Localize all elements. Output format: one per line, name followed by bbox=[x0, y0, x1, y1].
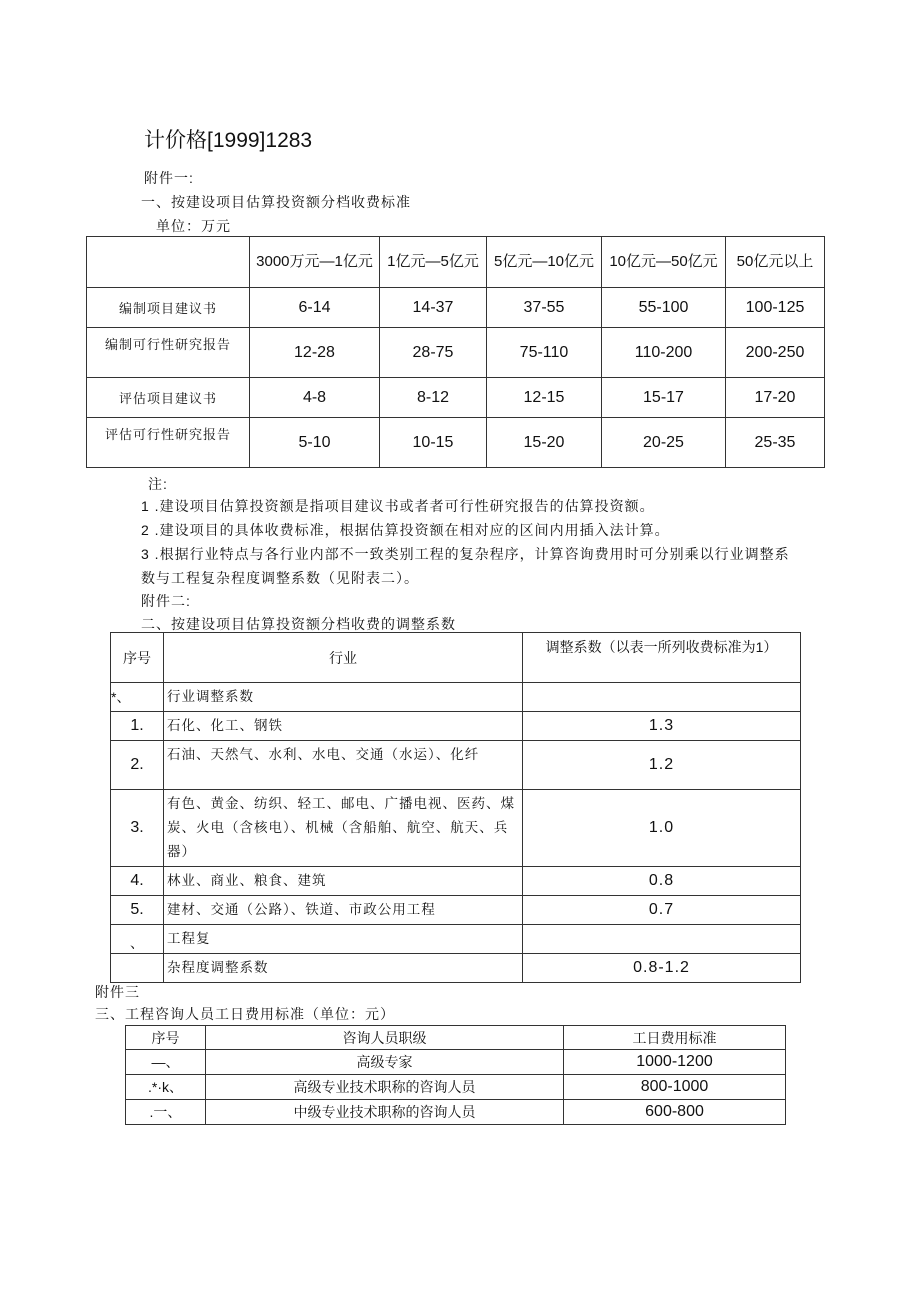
industry: 林业、商业、粮食、建筑 bbox=[164, 867, 523, 896]
cell: 15-17 bbox=[602, 378, 726, 418]
row-number: 2. bbox=[111, 741, 164, 790]
header-cell: 3000万元—1亿元 bbox=[250, 237, 380, 288]
cell: 12-28 bbox=[250, 328, 380, 378]
staff-level: 高级专家 bbox=[206, 1050, 564, 1075]
coefficient: 1.2 bbox=[523, 741, 801, 790]
table-header-row bbox=[87, 237, 825, 288]
attachment2-label: 附件二: bbox=[141, 593, 191, 609]
table-row bbox=[126, 1075, 786, 1100]
row-label: 评估可行性研究报告 bbox=[87, 418, 250, 468]
cell: 20-25 bbox=[602, 418, 726, 468]
attachment1-heading: 一、按建设项目估算投资额分档收费标准 bbox=[141, 194, 411, 210]
staff-level: 高级专业技术职称的咨询人员 bbox=[206, 1075, 564, 1100]
row-label: 评估项目建议书 bbox=[87, 378, 250, 418]
table-header-row bbox=[111, 633, 801, 683]
header-cell bbox=[87, 237, 250, 288]
table-row bbox=[111, 712, 801, 741]
coefficient: 0.8 bbox=[523, 867, 801, 896]
coefficient: 1.3 bbox=[523, 712, 801, 741]
row-label: 编制项目建议书 bbox=[87, 288, 250, 328]
table-row bbox=[87, 418, 825, 468]
staff-level: 中级专业技术职称的咨询人员 bbox=[206, 1100, 564, 1125]
row-number: 5. bbox=[111, 896, 164, 925]
coefficient: 0.8-1.2 bbox=[523, 954, 801, 983]
table-row bbox=[111, 954, 801, 983]
header-cell: 工日费用标准 bbox=[564, 1026, 786, 1050]
header-cell: 行业 bbox=[164, 633, 523, 683]
document-title: 计价格[1999]1283 bbox=[144, 129, 313, 152]
cell: 12-15 bbox=[487, 378, 602, 418]
industry: 石化、化工、钢铁 bbox=[164, 712, 523, 741]
note-item: 数与工程复杂程度调整系数（见附表二）。 bbox=[141, 570, 419, 586]
header-cell: 序号 bbox=[111, 633, 164, 683]
industry: 有色、黄金、纺织、轻工、邮电、广播电视、医药、煤炭、火电（含核电）、机械（含船舶、航空、航天、兵器） bbox=[164, 790, 523, 867]
header-cell: 调整系数（以表一所列收费标准为1） bbox=[523, 633, 801, 683]
table-row bbox=[111, 925, 801, 954]
table-row bbox=[126, 1100, 786, 1125]
industry: 行业调整系数 bbox=[164, 683, 523, 712]
cell: 75-110 bbox=[487, 328, 602, 378]
cell: 100-125 bbox=[726, 288, 825, 328]
cell: 25-35 bbox=[726, 418, 825, 468]
table-row bbox=[87, 288, 825, 328]
row-number: .一、 bbox=[126, 1100, 206, 1125]
coefficient bbox=[523, 683, 801, 712]
header-cell: 序号 bbox=[126, 1026, 206, 1050]
header-cell: 50亿元以上 bbox=[726, 237, 825, 288]
cell: 110-200 bbox=[602, 328, 726, 378]
note-item: 2 .建设项目的具体收费标准，根据估算投资额在相对应的区间内用插入法计算。 bbox=[141, 522, 670, 538]
cell: 55-100 bbox=[602, 288, 726, 328]
industry: 工程复 bbox=[164, 925, 523, 954]
table-row bbox=[111, 790, 801, 867]
row-number: 3. bbox=[111, 790, 164, 867]
header-cell: 咨询人员职级 bbox=[206, 1026, 564, 1050]
adjustment-coefficient-table bbox=[110, 632, 801, 983]
industry: 杂程度调整系数 bbox=[164, 954, 523, 983]
row-label: 编制可行性研究报告 bbox=[87, 328, 250, 378]
daily-fee: 800-1000 bbox=[564, 1075, 786, 1100]
cell: 17-20 bbox=[726, 378, 825, 418]
attachment2-heading: 二、按建设项目估算投资额分档收费的调整系数 bbox=[141, 616, 456, 632]
attachment1-unit: 单位：万元 bbox=[156, 218, 231, 234]
daily-fee: 1000-1200 bbox=[564, 1050, 786, 1075]
daily-fee-table bbox=[125, 1025, 786, 1125]
table-row bbox=[111, 867, 801, 896]
notes-label: 注: bbox=[148, 476, 168, 492]
row-number: .*·k、 bbox=[126, 1075, 206, 1100]
industry: 建材、交通（公路）、铁道、市政公用工程 bbox=[164, 896, 523, 925]
note-item: 1 .建设项目估算投资额是指项目建议书或者者可行性研究报告的估算投资额。 bbox=[141, 498, 655, 514]
row-number: 、 bbox=[111, 925, 164, 954]
coefficient: 0.7 bbox=[523, 896, 801, 925]
table-row bbox=[111, 741, 801, 790]
header-cell: 1亿元—5亿元 bbox=[380, 237, 487, 288]
table-row bbox=[111, 683, 801, 712]
industry: 石油、天然气、水利、水电、交通（水运）、化纤 bbox=[164, 741, 523, 790]
row-number: 1. bbox=[111, 712, 164, 741]
cell: 10-15 bbox=[380, 418, 487, 468]
table-row bbox=[87, 378, 825, 418]
attachment3-heading: 三、工程咨询人员工日费用标准（单位：元） bbox=[95, 1006, 395, 1022]
coefficient: 1.0 bbox=[523, 790, 801, 867]
row-number: —、 bbox=[126, 1050, 206, 1075]
coefficient bbox=[523, 925, 801, 954]
row-number: 4. bbox=[111, 867, 164, 896]
cell: 5-10 bbox=[250, 418, 380, 468]
cell: 8-12 bbox=[380, 378, 487, 418]
note-item: 3 .根据行业特点与各行业内部不一致类别工程的复杂程序，计算咨询费用时可分别乘以行业调整系 bbox=[141, 546, 790, 562]
daily-fee: 600-800 bbox=[564, 1100, 786, 1125]
table-row bbox=[87, 328, 825, 378]
cell: 15-20 bbox=[487, 418, 602, 468]
attachment1-label: 附件一: bbox=[144, 170, 194, 186]
fee-standard-table bbox=[86, 236, 825, 468]
cell: 37-55 bbox=[487, 288, 602, 328]
cell: 200-250 bbox=[726, 328, 825, 378]
header-cell: 5亿元—10亿元 bbox=[487, 237, 602, 288]
cell: 4-8 bbox=[250, 378, 380, 418]
table-row bbox=[111, 896, 801, 925]
cell: 6-14 bbox=[250, 288, 380, 328]
header-cell: 10亿元—50亿元 bbox=[602, 237, 726, 288]
row-number: *、 bbox=[111, 683, 164, 712]
attachment3-label: 附件三 bbox=[95, 984, 140, 1000]
row-number bbox=[111, 954, 164, 983]
cell: 14-37 bbox=[380, 288, 487, 328]
table-header-row bbox=[126, 1026, 786, 1050]
table-row bbox=[126, 1050, 786, 1075]
cell: 28-75 bbox=[380, 328, 487, 378]
